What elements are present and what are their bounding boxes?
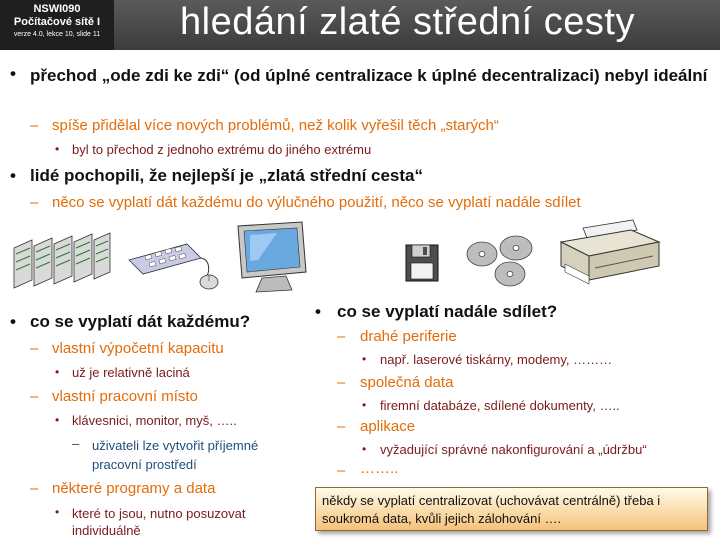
bullet-golden-mean-sub: něco se vyplatí dát každému do výlučného použití, něco se vyplatí nadále sdílet <box>52 194 581 211</box>
slide-title: hledání zlaté střední cesty <box>180 1 635 43</box>
bullet-marker-small: • <box>55 505 60 519</box>
individual-assessment: které to jsou, nutno posuzovat individuálně <box>72 506 246 538</box>
floppy-disk-icon <box>404 243 440 283</box>
bullet-extreme: byl to přechod z jednoho extrému do jiného extrému <box>72 142 372 157</box>
version-info: verze 4.0, lekce 10, slide 11 <box>13 31 101 38</box>
own-computing-capacity: vlastní výpočetní kapacitu <box>52 340 224 357</box>
shared-data-examples: firemní databáze, sdílené dokumenty, ….. <box>380 398 620 413</box>
compact-discs-icon <box>462 232 538 290</box>
monitor-icon <box>232 220 312 298</box>
right-heading: co se vyplatí nadále sdílet? <box>337 302 558 321</box>
server-racks-icon <box>10 228 115 294</box>
dash-marker: – <box>30 340 39 357</box>
own-workplace: vlastní pracovní místo <box>52 388 198 405</box>
left-heading: co se vyplatí dát každému? <box>30 312 251 331</box>
bullet-marker: • <box>10 64 16 83</box>
course-badge <box>0 0 114 50</box>
dash-marker: – <box>30 194 39 211</box>
slide-header <box>0 0 720 50</box>
bullet-marker-small: • <box>362 442 367 456</box>
bullet-marker-small: • <box>55 365 60 379</box>
applications: aplikace <box>360 418 416 435</box>
shared-data: společná data <box>360 374 454 391</box>
pleasant-environment: uživateli lze vytvořit příjemné pracovní prostředí <box>92 438 259 472</box>
bullet-marker: • <box>10 312 16 331</box>
peripherals-examples: např. laserové tiskárny, modemy, ……… <box>380 352 613 367</box>
dash-marker: – <box>337 418 346 435</box>
dash-marker: – <box>337 328 346 345</box>
keyboard-mouse-icon <box>125 238 230 294</box>
dash-marker: – <box>30 480 39 497</box>
some-programs-data: některé programy a data <box>52 480 216 497</box>
dash-marker-small: – <box>72 436 80 451</box>
applications-detail: vyžadující správné nakonfigurování a „údržbu“ <box>380 442 647 457</box>
dash-marker: – <box>337 374 346 391</box>
centralization-note: někdy se vyplatí centralizovat (uchovávat centrálně) třeba i soukromá data, kvůli jejich zálohování …. <box>315 487 708 531</box>
bullet-transition: přechod „ode zdi ke zdi“ (od úplné centralizace k úplné decentralizaci) nebyl ideální <box>30 66 708 85</box>
expensive-peripherals: drahé periferie <box>360 328 457 345</box>
laser-printer-icon <box>555 218 665 290</box>
bullet-golden-mean: lidé pochopili, že nejlepší je „zlatá střední cesta“ <box>30 166 424 185</box>
bullet-marker: • <box>315 302 321 321</box>
bullet-marker-small: • <box>362 398 367 412</box>
course-name: Počítačové sítě I <box>13 16 101 28</box>
bullet-marker-small: • <box>55 142 60 156</box>
bullet-transition-sub: spíše přidělal více nových problémů, než kolik vyřešil těch „starých“ <box>52 117 499 134</box>
workplace-devices: klávesnici, monitor, myš, ….. <box>72 413 237 428</box>
dash-marker: – <box>337 462 346 479</box>
bullet-marker-small: • <box>362 352 367 366</box>
course-code: NSWI090 <box>33 3 81 15</box>
bullet-marker-small: • <box>55 413 60 427</box>
bullet-marker: • <box>10 166 16 185</box>
ellipsis-item: …….. <box>360 460 399 477</box>
dash-marker: – <box>30 388 39 405</box>
dash-marker: – <box>30 117 39 134</box>
capacity-cheap: už je relativně laciná <box>72 365 190 380</box>
